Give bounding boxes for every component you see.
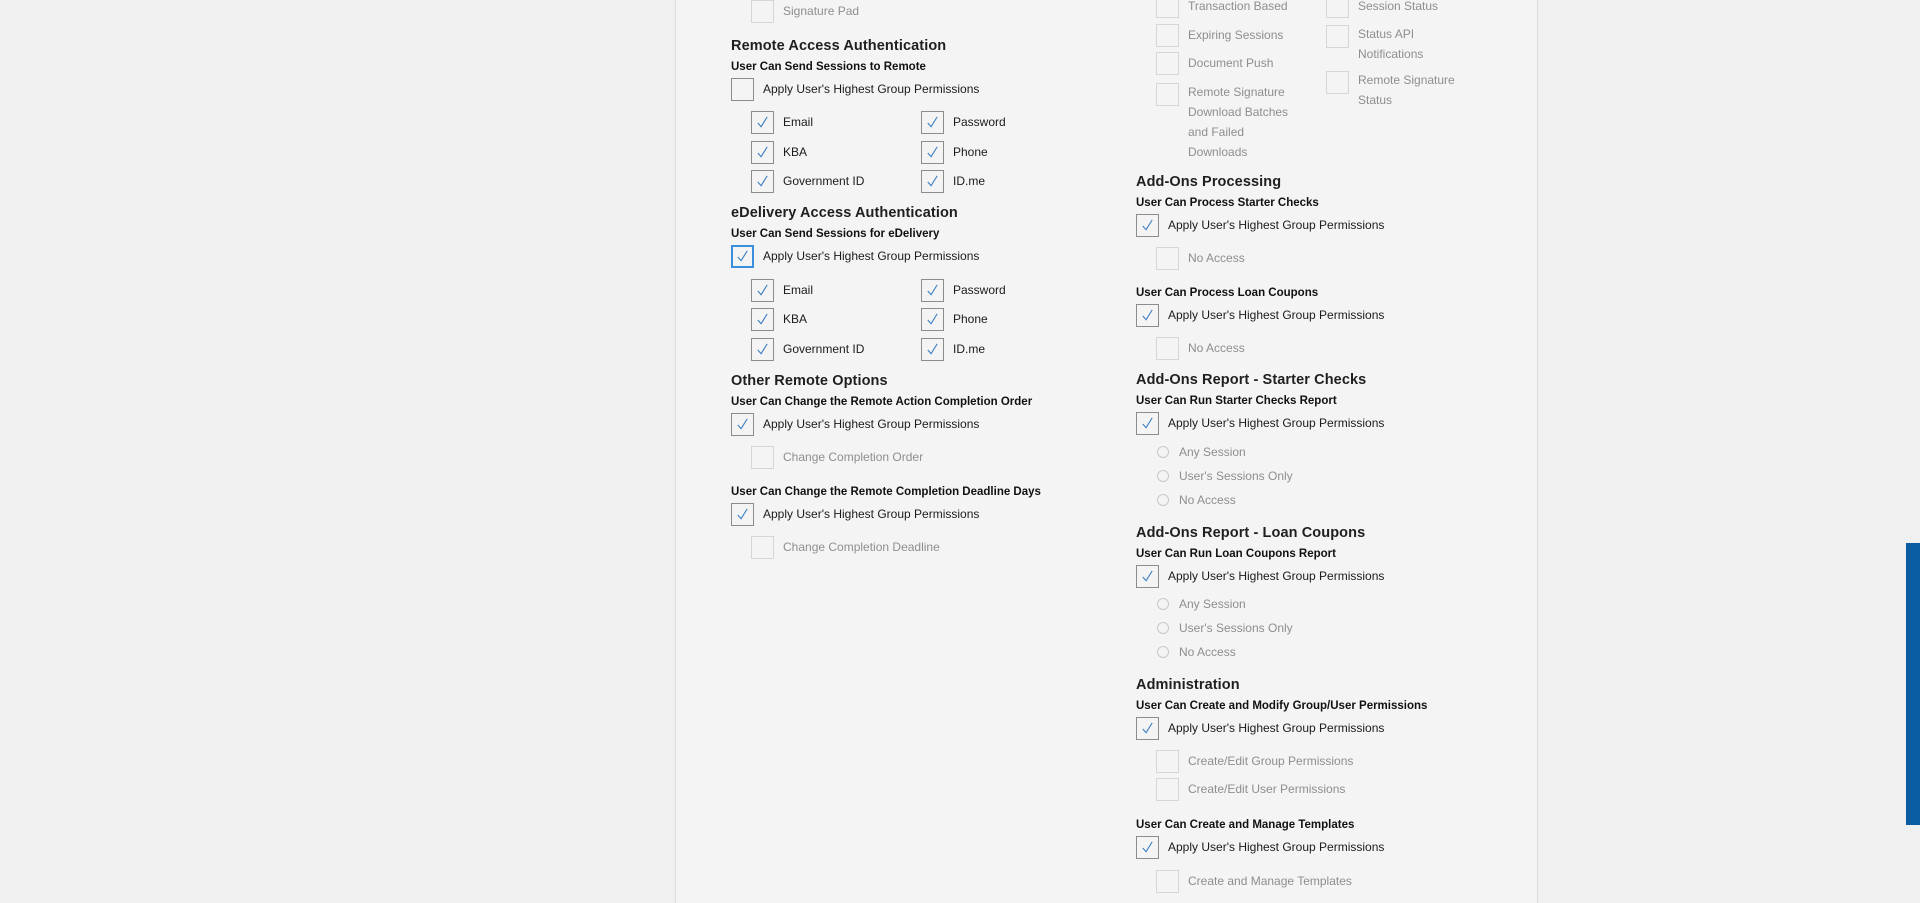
administration-sub2: User Can Create and Manage Templates <box>1136 819 1355 831</box>
remote-phone-row[interactable] <box>921 140 988 164</box>
document-push-label: Document Push <box>1188 56 1274 70</box>
scrollbar-thumb[interactable] <box>1906 543 1920 825</box>
change-completion-order-row[interactable] <box>751 445 923 469</box>
check-icon <box>1140 308 1155 323</box>
remote-govid-row[interactable] <box>751 169 864 193</box>
check-icon <box>925 145 940 160</box>
document-push-checkbox[interactable] <box>1156 52 1179 75</box>
remote-phone-checkbox[interactable] <box>921 141 944 164</box>
loan-coupons-no-access-label: No Access <box>1188 341 1245 355</box>
templates-apply-label: Apply User's Highest Group Permissions <box>1168 840 1385 854</box>
report-starter-users-sessions[interactable] <box>1157 464 1293 488</box>
edelivery-idme-label: ID.me <box>953 342 986 356</box>
radio-button[interactable] <box>1157 446 1169 458</box>
transaction-based-label: Transaction Based <box>1188 0 1288 13</box>
other-remote-apply2-row[interactable] <box>731 502 979 526</box>
edelivery-kba-checkbox[interactable] <box>751 308 774 331</box>
addons-processing-sub2: User Can Process Loan Coupons <box>1136 287 1319 299</box>
report-starter-no-access[interactable] <box>1157 488 1236 512</box>
session-status-label: Session Status <box>1358 0 1439 13</box>
remote-kba-row[interactable] <box>751 140 807 164</box>
administration-title: Administration <box>1136 677 1240 693</box>
remote-email-row[interactable] <box>751 110 813 134</box>
radio-label: User's Sessions Only <box>1179 469 1293 483</box>
remote-govid-checkbox[interactable] <box>751 170 774 193</box>
other-remote-apply2-checkbox[interactable] <box>731 503 754 526</box>
report-loan-apply-label: Apply User's Highest Group Permissions <box>1168 569 1385 583</box>
radio-button[interactable] <box>1157 470 1169 482</box>
change-completion-deadline-label: Change Completion Deadline <box>783 540 940 554</box>
remote-idme-row[interactable] <box>921 169 985 193</box>
radio-label: No Access <box>1179 645 1236 659</box>
create-manage-templates-row[interactable] <box>1156 869 1352 893</box>
edelivery-govid-checkbox[interactable] <box>751 338 774 361</box>
check-icon <box>925 115 940 130</box>
expiring-sessions-row[interactable] <box>1156 23 1283 47</box>
edelivery-email-label: Email <box>783 283 814 297</box>
starter-checks-no-access-row[interactable] <box>1156 246 1245 270</box>
status-api-label <box>1358 24 1423 64</box>
remote-kba-label: KBA <box>783 145 808 159</box>
edelivery-apply-checkbox[interactable] <box>731 245 754 268</box>
status-api-row[interactable] <box>1326 25 1423 65</box>
remote-access-apply-checkbox[interactable] <box>731 78 754 101</box>
remote-access-apply-label: Apply User's Highest Group Permissions <box>763 82 980 96</box>
change-completion-order-checkbox[interactable] <box>751 446 774 469</box>
other-remote-apply1-checkbox[interactable] <box>731 413 754 436</box>
session-status-checkbox[interactable] <box>1326 0 1349 18</box>
remote-access-subtitle: User Can Send Sessions to Remote <box>731 61 926 73</box>
edelivery-apply-row[interactable] <box>731 244 979 268</box>
change-completion-order-label: Change Completion Order <box>783 450 924 464</box>
check-icon <box>735 507 750 522</box>
edelivery-phone-checkbox[interactable] <box>921 308 944 331</box>
check-icon <box>755 342 770 357</box>
starter-checks-apply-label: Apply User's Highest Group Permissions <box>1168 218 1385 232</box>
edelivery-apply-label: Apply User's Highest Group Permissions <box>763 249 980 263</box>
create-edit-user-row[interactable] <box>1156 777 1345 801</box>
report-loan-any-session[interactable] <box>1157 592 1246 616</box>
check-icon <box>755 312 770 327</box>
check-icon <box>1140 721 1155 736</box>
addons-processing-title: Add-Ons Processing <box>1136 174 1282 190</box>
signature-pad-checkbox[interactable] <box>751 0 774 23</box>
report-loan-no-access[interactable] <box>1157 640 1236 664</box>
check-icon <box>1140 840 1155 855</box>
remote-password-label: Password <box>953 115 1006 129</box>
report-loan-apply-row[interactable] <box>1136 564 1384 588</box>
change-completion-deadline-row[interactable] <box>751 535 940 559</box>
loan-coupons-apply-label: Apply User's Highest Group Permissions <box>1168 308 1385 322</box>
report-starter-apply-row[interactable] <box>1136 411 1384 435</box>
admin-permissions-apply-row[interactable] <box>1136 716 1384 740</box>
remote-password-row[interactable] <box>921 110 1006 134</box>
report-loan-users-sessions[interactable] <box>1157 616 1293 640</box>
edelivery-password-label: Password <box>953 283 1006 297</box>
signature-pad-label: Signature Pad <box>783 4 860 18</box>
remote-kba-checkbox[interactable] <box>751 141 774 164</box>
check-icon <box>1140 416 1155 431</box>
create-edit-group-checkbox[interactable] <box>1156 750 1179 773</box>
starter-checks-apply-checkbox[interactable] <box>1136 214 1159 237</box>
remote-password-checkbox[interactable] <box>921 111 944 134</box>
remote-access-title: Remote Access Authentication <box>731 38 947 54</box>
edelivery-kba-label: KBA <box>783 312 808 326</box>
check-icon <box>735 249 750 264</box>
remote-email-label: Email <box>783 115 814 129</box>
check-icon <box>1140 218 1155 233</box>
edelivery-password-row[interactable] <box>921 278 1006 302</box>
check-icon <box>755 115 770 130</box>
edelivery-govid-row[interactable] <box>751 337 864 361</box>
edelivery-idme-checkbox[interactable] <box>921 338 944 361</box>
edelivery-kba-row[interactable] <box>751 307 807 331</box>
edelivery-subtitle: User Can Send Sessions for eDelivery <box>731 228 940 240</box>
other-remote-sub1: User Can Change the Remote Action Completion Order <box>731 396 1033 408</box>
edelivery-govid-label: Government ID <box>783 342 865 356</box>
edelivery-password-checkbox[interactable] <box>921 279 944 302</box>
other-remote-apply2-label: Apply User's Highest Group Permissions <box>763 507 980 521</box>
expiring-sessions-label: Expiring Sessions <box>1188 28 1284 42</box>
addons-processing-sub1: User Can Process Starter Checks <box>1136 197 1319 209</box>
report-starter-apply-label: Apply User's Highest Group Permissions <box>1168 416 1385 430</box>
report-loan-sub: User Can Run Loan Coupons Report <box>1136 548 1336 560</box>
other-remote-apply1-label: Apply User's Highest Group Permissions <box>763 417 980 431</box>
document-push-row[interactable] <box>1156 51 1273 75</box>
create-edit-user-checkbox[interactable] <box>1156 778 1179 801</box>
remote-sig-status-line-1: Remote Signature <box>1358 73 1455 87</box>
remote-govid-label: Government ID <box>783 174 865 188</box>
transaction-based-checkbox[interactable] <box>1156 0 1179 18</box>
remote-idme-label: ID.me <box>953 174 986 188</box>
report-starter-sub: User Can Run Starter Checks Report <box>1136 395 1337 407</box>
remote-sig-status-line-2: Status <box>1358 93 1393 107</box>
edelivery-phone-label: Phone <box>953 312 988 326</box>
other-remote-sub2: User Can Change the Remote Completion Deadline Days <box>731 486 1041 498</box>
remote-signature-status-checkbox[interactable] <box>1326 71 1349 94</box>
starter-checks-apply-row[interactable] <box>1136 213 1384 237</box>
status-api-checkbox[interactable] <box>1326 25 1349 48</box>
check-icon <box>925 342 940 357</box>
radio-label: Any Session <box>1179 597 1246 611</box>
other-remote-apply1-row[interactable] <box>731 412 979 436</box>
remote-signature-download-label <box>1188 82 1288 162</box>
check-icon <box>735 417 750 432</box>
edelivery-email-row[interactable] <box>751 278 813 302</box>
change-completion-deadline-checkbox[interactable] <box>751 536 774 559</box>
radio-button[interactable] <box>1157 494 1169 506</box>
check-icon <box>925 283 940 298</box>
create-edit-group-label: Create/Edit Group Permissions <box>1188 754 1354 768</box>
create-edit-group-row[interactable] <box>1156 749 1353 773</box>
other-remote-title: Other Remote Options <box>731 373 888 389</box>
remote-sig-line-2: Download Batches <box>1188 105 1289 119</box>
radio-label: No Access <box>1179 493 1236 507</box>
check-icon <box>925 174 940 189</box>
radio-button[interactable] <box>1157 646 1169 658</box>
radio-button[interactable] <box>1157 598 1169 610</box>
report-starter-apply-checkbox[interactable] <box>1136 412 1159 435</box>
remote-sig-line-4: Downloads <box>1188 145 1248 159</box>
transaction-based-row[interactable] <box>1156 0 1288 18</box>
signature-pad-row[interactable] <box>751 0 859 23</box>
check-icon <box>755 283 770 298</box>
radio-label: Any Session <box>1179 445 1246 459</box>
edelivery-email-checkbox[interactable] <box>751 279 774 302</box>
administration-sub1: User Can Create and Modify Group/User Permissions <box>1136 700 1428 712</box>
remote-idme-checkbox[interactable] <box>921 170 944 193</box>
edelivery-idme-row[interactable] <box>921 337 985 361</box>
loan-coupons-no-access-row[interactable] <box>1156 336 1245 360</box>
expiring-sessions-checkbox[interactable] <box>1156 24 1179 47</box>
report-loan-apply-checkbox[interactable] <box>1136 565 1159 588</box>
remote-signature-status-row[interactable] <box>1326 71 1455 111</box>
loan-coupons-apply-row[interactable] <box>1136 303 1384 327</box>
check-icon <box>755 174 770 189</box>
report-starter-any-session[interactable] <box>1157 440 1246 464</box>
create-manage-templates-checkbox[interactable] <box>1156 870 1179 893</box>
admin-permissions-apply-checkbox[interactable] <box>1136 717 1159 740</box>
check-icon <box>1140 569 1155 584</box>
create-manage-templates-label: Create and Manage Templates <box>1188 874 1352 888</box>
edelivery-phone-row[interactable] <box>921 307 988 331</box>
radio-button[interactable] <box>1157 622 1169 634</box>
radio-label: User's Sessions Only <box>1179 621 1293 635</box>
report-starter-title: Add-Ons Report - Starter Checks <box>1136 372 1367 388</box>
create-edit-user-label: Create/Edit User Permissions <box>1188 782 1346 796</box>
remote-phone-label: Phone <box>953 145 988 159</box>
check-icon <box>755 145 770 160</box>
admin-permissions-apply-label: Apply User's Highest Group Permissions <box>1168 721 1385 735</box>
loan-coupons-no-access-checkbox[interactable] <box>1156 337 1179 360</box>
status-api-line-2: Notifications <box>1358 47 1424 61</box>
remote-signature-download-checkbox[interactable] <box>1156 83 1179 106</box>
loan-coupons-apply-checkbox[interactable] <box>1136 304 1159 327</box>
edelivery-title: eDelivery Access Authentication <box>731 205 958 221</box>
starter-checks-no-access-checkbox[interactable] <box>1156 247 1179 270</box>
starter-checks-no-access-label: No Access <box>1188 251 1245 265</box>
session-status-row[interactable] <box>1326 0 1438 18</box>
remote-access-apply-row[interactable] <box>731 77 979 101</box>
templates-apply-checkbox[interactable] <box>1136 836 1159 859</box>
remote-signature-download-row[interactable] <box>1156 83 1288 163</box>
report-loan-title: Add-Ons Report - Loan Coupons <box>1136 525 1366 541</box>
remote-sig-line-3: and Failed <box>1188 125 1245 139</box>
remote-email-checkbox[interactable] <box>751 111 774 134</box>
check-icon <box>925 312 940 327</box>
status-api-line-1: Status API <box>1358 27 1415 41</box>
templates-apply-row[interactable] <box>1136 835 1384 859</box>
remote-sig-line-1: Remote Signature <box>1188 85 1285 99</box>
remote-signature-status-label <box>1358 70 1455 110</box>
